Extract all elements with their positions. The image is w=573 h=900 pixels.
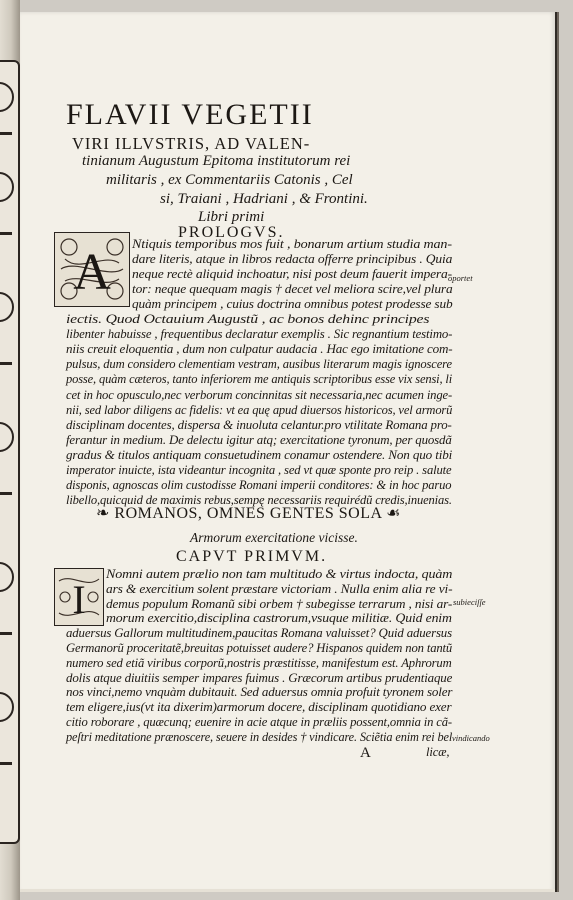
margin-note-oportet: oportet (448, 273, 473, 283)
title-line-4: militaris , ex Commentariis Catonis , Cel (106, 172, 353, 188)
title-line-5: si, Traiani , Hadriani , & Frontini. (160, 191, 368, 207)
prologue-line: Ntiquis temporibus mos fuit , bonarum artium studia man- (132, 237, 452, 251)
prologue-line: pulsus, dum considero clementiam vestram, ausibus literarum magis ignoscere (66, 357, 452, 372)
catchword: licæ, (426, 745, 450, 759)
chapter-line: Nomni autem prælio non tam multitudo & virtus indocta, quàm (106, 567, 453, 581)
prologue-line: neque rectè aliquid inchoatur, nisi post deum fauerit impera- (132, 267, 453, 282)
chapter-line: Germanorũ proceritatẽ,breuitas potuisset audere? Hispanos quidem non tantũ (66, 641, 453, 655)
chapter-line: aduersus Gallorum multitudinem,paucitas Romana valuisset? Quid aduersus (66, 626, 452, 641)
prologue-line: posse, quàm cæteros, tanto inferiorem me antiquis scriptoribus esse vix sensi, li (66, 372, 453, 387)
chapter-line: citio roborare , quæcunq; euenire in acie atque in præliis possent,omnia in cã- (66, 715, 452, 729)
prologue-line: iectis. Quod Octauium Augustũ , ac bonos dehinc principes (66, 312, 430, 327)
chapter-caput: CAPVT PRIMVM. (176, 548, 328, 565)
book-page (20, 12, 555, 892)
chapter-line: morum exercitio,disciplina castrorum,vsuque militiæ. Quid enim (106, 611, 452, 626)
prologue-line: quàm principem , cuius doctrina omnibus potest prodesse sub (132, 297, 453, 312)
fleuron-left-icon: ❧ (96, 505, 110, 522)
prologue-line: libenter habuisse , frequentibus declaratur exemplis . Sic regnantium testimo- (66, 327, 453, 342)
prologue-line: disciplinam docentes, dispersa & inuoluta celantur.pro vtilitate Romana pro- (66, 417, 452, 432)
chapter-heading: ❧ ROMANOS, OMNES GENTES SOLA ☙ (96, 505, 401, 522)
fleuron-right-icon: ☙ (386, 505, 401, 522)
chapter-line: nos vinci,nemo vnquàm dubitauit. Sed aduersus omnia profuit tyronem soler (66, 685, 453, 700)
prologue-heading: PROLOGVS. (178, 224, 285, 241)
chapter-line: numero sed etiã viribus corporũ,nostris præstitisse, manifestum est. Aphrorum (66, 655, 452, 670)
margin-note-vindicando: vindicando (452, 733, 490, 743)
woodcut-initial-a (54, 232, 130, 307)
prologue-line: tor: neque quequam magis † decet vel meliora scire,vel plura (132, 282, 453, 297)
prologue-line: cet in hoc opusculo,nec verborum concinnitas sit necessaria,nec acumen inge- (66, 387, 453, 402)
chapter-line: demus populum Romanũ sibi orbem † subegisse terrarum , nisi ar- (106, 596, 453, 611)
svg-text:I: I (72, 577, 86, 622)
signature-mark: A (360, 745, 371, 761)
chapter-subheading: Armorum exercitatione vicisse. (190, 530, 358, 545)
prologue-line: disponis, agnoscas olim custodisse Romani imperii conditores: & in hoc paruo (66, 477, 452, 492)
prologue-line: nii, sed labor diligens ac fidelis: vt ea quę apud diuersos historicos, vel armorũ (66, 402, 453, 417)
facing-page-woodcut-border (0, 60, 20, 844)
page-bottom-edge (20, 889, 555, 892)
prologue-line: dare literis, atque in libros redacta offerre principibus . Quia (132, 252, 453, 267)
margin-note-subiecisse: subieciſſe (453, 597, 486, 607)
prologue-line: ferantur in medium. De delectu igitur atq; exercitatione tyronum, per quosdã (66, 432, 452, 447)
svg-text:A: A (73, 244, 111, 301)
title-line-2: VIRI ILLVSTRIS, AD VALEN- (72, 134, 311, 153)
prologue-line: libello,quicquid de maximis rebus,sempę necessariis requirédũ credis,inuenias. (66, 492, 452, 507)
title-line-3: tinianum Augustum Epitoma institutorum rei (82, 153, 351, 169)
title-main: FLAVII VEGETII (66, 98, 314, 131)
chapter-line: ars & exercitium solent præstare victoriam . Nulla enim alia re vi- (106, 581, 453, 596)
title-line-6: Libri primi (198, 209, 265, 225)
prologue-line: niis creuit eloquentia , dum non culpatur audacia . Hac ego imitatione com- (66, 342, 453, 357)
woodcut-initial-i (54, 568, 104, 626)
chapter-line: tem eligere,ius(vt ita dixerim)armorum docere, disciplinam quotidiano exer (66, 700, 452, 715)
chapter-line: dolis atque diuitiis semper impares fuimus . Græcorum artibus prudentiaque (66, 670, 453, 685)
prologue-line: gradus & titulos antiquam consuetudinem conamur ostendere. Non quo tibi (66, 447, 453, 462)
prologue-line: imperator inuicte, ista videantur incognita , sed vt quæ sponte pro reip . salute (66, 462, 452, 477)
chapter-line: peſtri meditatione prænoscere, seuere in desides † vindicare. Sciẽtia enim rei bel (66, 729, 453, 744)
